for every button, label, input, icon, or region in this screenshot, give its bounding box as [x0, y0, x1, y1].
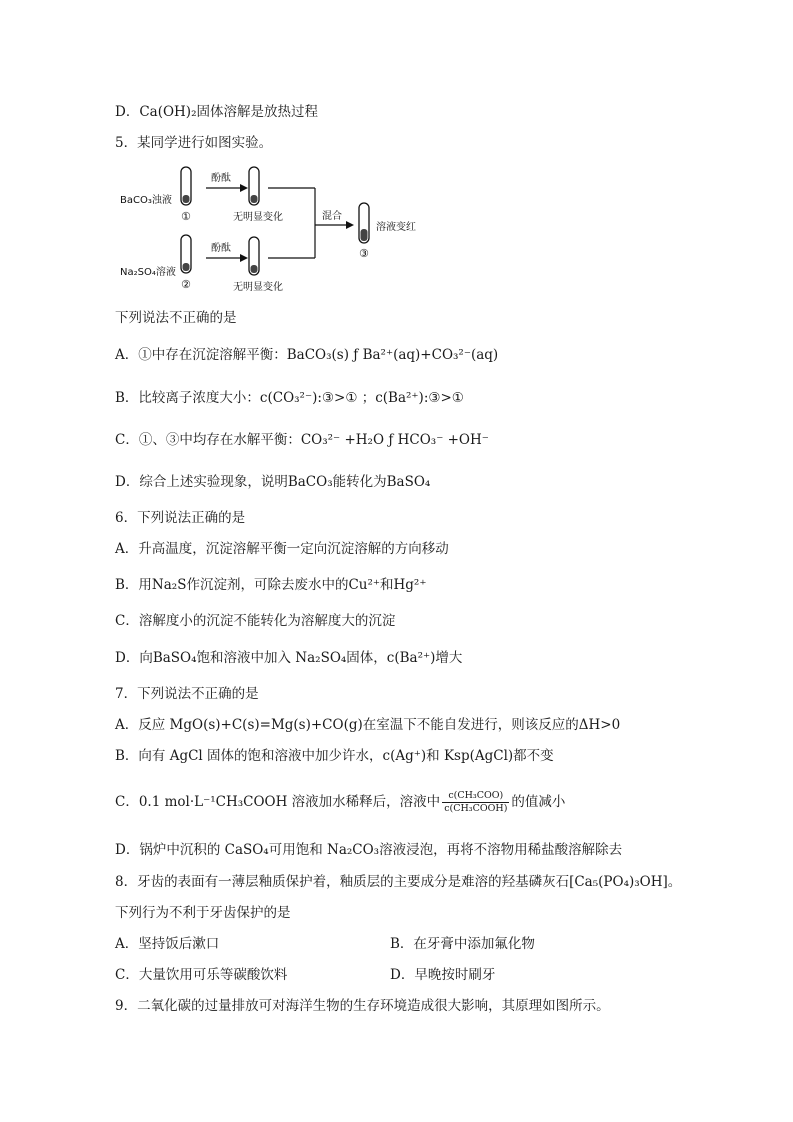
q4-option-d: D．Ca(OH)₂固体溶解是放热过程 [115, 104, 318, 120]
q7-c-denominator: c(CH₃COOH) [444, 803, 508, 814]
reagent-top: 酚酞 [211, 173, 231, 184]
tube-3-label: ③ [359, 247, 369, 260]
no-change-top: 无明显变化 [233, 212, 283, 223]
left-bottom-label: Na₂SO₄溶液 [120, 267, 176, 278]
q6-option-c: C．溶解度小的沉淀不能转化为溶解度大的沉淀 [115, 613, 396, 629]
mix-label: 混合 [322, 211, 342, 222]
q5-stem: 5．某同学进行如图实验。 [115, 135, 273, 151]
q8-stem-2: 下列行为不利于牙齿保护的是 [115, 905, 291, 921]
q7-c-numerator: c(CH₃COO) [442, 790, 509, 803]
q9-stem: 9．二氧化碳的过量排放可对海洋生物的生存环境造成很大影响，其原理如图所示。 [115, 998, 610, 1014]
q7-stem: 7．下列说法不正确的是 [115, 686, 259, 702]
q8-stem-1: 8．牙齿的表面有一薄层釉质保护着，釉质层的主要成分是难溶的羟基磷灰石[Ca₅(PO₄)₃OH]。 [115, 874, 682, 890]
q6-option-a: A．升高温度，沉淀溶解平衡一定向沉淀溶解的方向移动 [115, 541, 449, 557]
q7-option-b: B．向有 AgCl 固体的饱和溶液中加少许水，c(Ag⁺)和 Ksp(AgCl)都不变 [115, 748, 554, 764]
left-top-label: BaCO₃浊液 [120, 195, 172, 206]
q5-option-a: A．①中存在沉淀溶解平衡：BaCO₃(s) ƒ Ba²⁺(aq)+CO₃²⁻(aq) [115, 347, 499, 363]
q7-option-d: D．锅炉中沉积的 CaSO₄可用饱和 Na₂CO₃溶液浸泡，再将不溶物用稀盐酸溶解除去 [115, 842, 623, 858]
q5-prompt: 下列说法不正确的是 [115, 310, 237, 326]
q7-c-prefix: C．0.1 mol·L⁻¹CH₃COOH 溶液加水稀释后，溶液中 [115, 794, 441, 810]
q6-stem: 6．下列说法正确的是 [115, 510, 246, 526]
experiment-diagram [118, 163, 438, 298]
q8-option-a: A．坚持饭后漱口 [115, 936, 220, 952]
q7-c-suffix: 的值减小 [511, 794, 566, 810]
q7-option-c [115, 790, 565, 815]
reagent-bottom: 酚酞 [211, 243, 231, 254]
q6-option-d: D．向BaSO₄饱和溶液中加入 Na₂SO₄固体，c(Ba²⁺)增大 [115, 650, 463, 666]
q5-option-b: B．比较离子浓度大小：c(CO₃²⁻):③>① ；c(Ba²⁺):③>① [115, 390, 464, 406]
no-change-bottom: 无明显变化 [233, 282, 283, 293]
tube-1-liquid [183, 195, 190, 203]
q8-option-c: C．大量饮用可乐等碳酸饮料 [115, 967, 288, 983]
tube-2-label: ② [181, 278, 191, 291]
q5-option-d: D．综合上述实验现象，说明BaCO₃能转化为BaSO₄ [115, 474, 431, 490]
tube-1-label: ① [181, 210, 191, 223]
q7-c-fraction [442, 790, 509, 815]
q8-option-d: D．早晚按时刷牙 [390, 967, 496, 983]
q8-option-b: B．在牙膏中添加氟化物 [390, 936, 535, 952]
q5-option-c: C．①、③中均存在水解平衡：CO₃²⁻ +H₂O ƒ HCO₃⁻ +OH⁻ [115, 432, 489, 448]
turns-red-label: 溶液变红 [376, 222, 416, 233]
q7-option-a: A．反应 MgO(s)+C(s)=Mg(s)+CO(g)在室温下不能自发进行，则该反应的ΔH>0 [115, 717, 621, 733]
q6-option-b: B．用Na₂S作沉淀剂，可除去废水中的Cu²⁺和Hg²⁺ [115, 577, 427, 593]
